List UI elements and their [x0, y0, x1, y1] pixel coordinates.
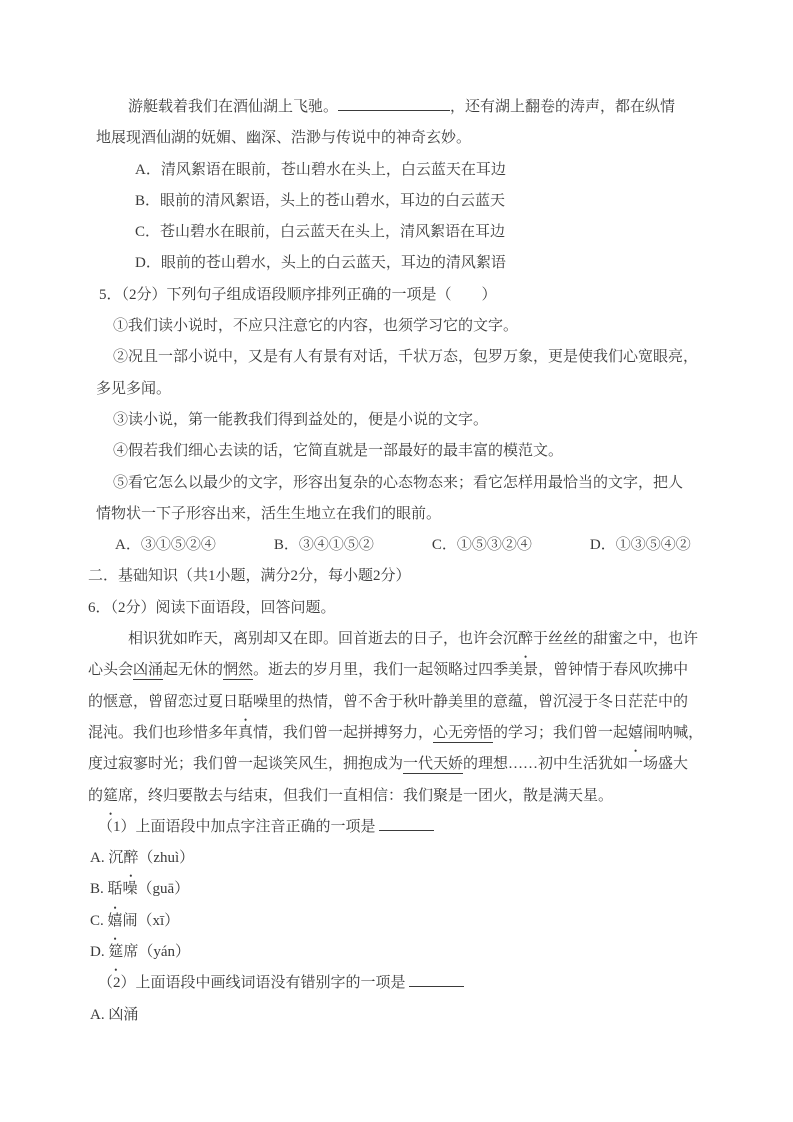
text-line [88, 593, 748, 624]
text-segment: 于丝丝的甜蜜之中，也许 [533, 631, 699, 648]
text-segment: 多见多闻。 [96, 380, 172, 397]
text-segment: C. [90, 912, 108, 929]
text-line [88, 781, 748, 812]
text-line [88, 530, 748, 561]
text-line [88, 749, 748, 780]
text-line [88, 92, 748, 123]
dot-emphasis-char: 嬉 [628, 724, 644, 741]
document-page [88, 92, 748, 1031]
text-segment: 游艇载着我们在酒仙湖上飞驰。 [128, 99, 339, 115]
answer-blank [338, 97, 450, 111]
text-line [88, 624, 748, 655]
text-segment: D. [90, 944, 109, 961]
text-line [88, 280, 748, 311]
text-segment: B．③④①⑤② [273, 537, 374, 554]
text-segment: A．清风絮语在眼前，苍山碧水在头上，白云蓝天在耳边 [135, 161, 506, 178]
text-segment: 6．（2分）阅读下面语段，回答问题。 [88, 599, 336, 616]
text-line [88, 186, 748, 217]
dot-emphasis-char: 筵 [108, 944, 124, 961]
text-line [88, 499, 748, 530]
text-segment: D．①③⑤④② [589, 537, 691, 554]
answer-blank [379, 817, 434, 831]
text-segment: 相识犹如昨天，离别却又在即。回首逝去的日子，也许会沉 [128, 631, 519, 648]
text-segment: 的学习；我们曾一起 [493, 724, 629, 741]
text-segment: （1）上面语段中加点字注音正确的一项是 [98, 818, 380, 835]
dot-emphasis-char: 醉 [123, 850, 139, 867]
text-segment: 起无休的 [163, 662, 224, 679]
text-segment: A．③①⑤②④ [115, 537, 216, 554]
text-segment: 席（yán） [123, 944, 191, 961]
text-line [88, 937, 748, 968]
text-segment: ，还有湖上翻卷的涛声，都在纵情 [450, 99, 676, 115]
spacer [532, 548, 590, 549]
text-segment: 的理想……初中生活犹如一场盛大 [463, 756, 689, 773]
underlined-word: 心无旁悟 [433, 724, 494, 741]
text-segment: A. 凶涌 [90, 1006, 139, 1023]
underlined-word: 凶涌 [133, 662, 164, 679]
text-segment: 的 [88, 787, 104, 804]
dot-emphasis-char: 聒 [107, 881, 123, 898]
spacer [216, 548, 274, 549]
text-line [88, 655, 748, 686]
text-segment: 闹呐喊， [643, 724, 704, 741]
text-segment: 噪里的热情，曾不舍于秋叶静美里的意蕴，曾沉浸于冬日茫茫中的 [253, 693, 689, 710]
text-segment: 地展现酒仙湖的妩媚、幽深、浩渺与传说中的神奇玄妙。 [96, 130, 472, 147]
underlined-word: 惘然 [223, 662, 254, 679]
text-segment: 5．（2分）下列句子组成语段顺序排列正确的一项是（ ） [99, 286, 497, 303]
dot-emphasis-char: 聒 [238, 693, 254, 710]
text-line [88, 248, 748, 279]
text-segment: 席，终归要散去与结束，但我们一直相信：我们聚是一团火，散是满天星。 [118, 787, 614, 804]
text-line [88, 342, 748, 373]
text-segment: D．眼前的苍山碧水，头上的白云蓝天，耳边的清风絮语 [135, 255, 506, 272]
text-line [88, 468, 748, 499]
text-line [88, 718, 748, 749]
text-segment: B. [90, 881, 108, 898]
dot-emphasis-char: 筵 [103, 787, 119, 804]
text-segment: 二．基础知识（共1小题，满分2分，每小题2分） [88, 568, 411, 585]
text-segment: ③读小说，第一能教我们得到益处的，便是小说的文字。 [113, 411, 489, 428]
text-line [88, 843, 748, 874]
text-segment: C．苍山碧水在眼前，白云蓝天在头上，清风絮语在耳边 [135, 224, 506, 241]
text-line [88, 874, 748, 905]
text-line [88, 217, 748, 248]
text-line [88, 436, 748, 467]
text-segment: 噪（guā） [122, 881, 190, 898]
text-segment: ①我们读小说时，不应只注意它的内容，也须学习它的文字。 [113, 318, 519, 335]
text-line [88, 906, 748, 937]
text-segment: C．①⑤③②④ [431, 537, 532, 554]
text-segment: ⑤看它怎么以最少的文字，形容出复杂的心态物态来；看它怎样用最恰当的文字，把人 [113, 474, 684, 491]
text-line [88, 561, 748, 592]
text-segment: 混沌。我们也珍惜多年真情，我们曾一起拼搏努力， [88, 724, 434, 741]
text-segment: A. 沉 [90, 850, 124, 867]
text-line [88, 405, 748, 436]
text-segment: 。逝去的岁月里，我们一起领略过四季美景，曾钟情于春风吹拂中 [253, 662, 689, 679]
text-line [88, 374, 748, 405]
text-line [88, 155, 748, 186]
text-segment: 心头会 [88, 662, 134, 679]
text-segment: 度过寂寥时光；我们曾一起谈笑风生，拥抱成为 [88, 756, 404, 773]
text-line [88, 968, 748, 999]
text-segment: 情物状一下子形容出来，活生生地立在我们的眼前。 [96, 505, 442, 522]
dot-emphasis-char: 醉 [518, 631, 534, 648]
text-segment: B．眼前的清风絮语，头上的苍山碧水，耳边的白云蓝天 [135, 192, 506, 209]
text-segment: 闹（xī） [122, 912, 180, 929]
text-line [88, 687, 748, 718]
text-segment: ④假若我们细心去读的话，它简直就是一部最好的最丰富的模范文。 [113, 443, 564, 460]
text-segment: （zhuì） [138, 850, 195, 867]
text-segment: （2）上面语段中画线词语没有错别字的一项是 [98, 975, 410, 992]
text-line [88, 812, 748, 843]
text-segment: ②况且一部小说中，又是有人有景有对话，千状万态，包罗万象，更是使我们心宽眼亮， [113, 349, 699, 366]
text-segment: 的惬意，曾留恋过夏日 [88, 693, 239, 710]
text-line [88, 311, 748, 342]
text-line [88, 1000, 748, 1031]
underlined-word: 一代天娇 [403, 756, 464, 773]
answer-blank [409, 973, 464, 987]
spacer [374, 548, 432, 549]
text-line [88, 123, 748, 154]
dot-emphasis-char: 嬉 [107, 912, 123, 929]
